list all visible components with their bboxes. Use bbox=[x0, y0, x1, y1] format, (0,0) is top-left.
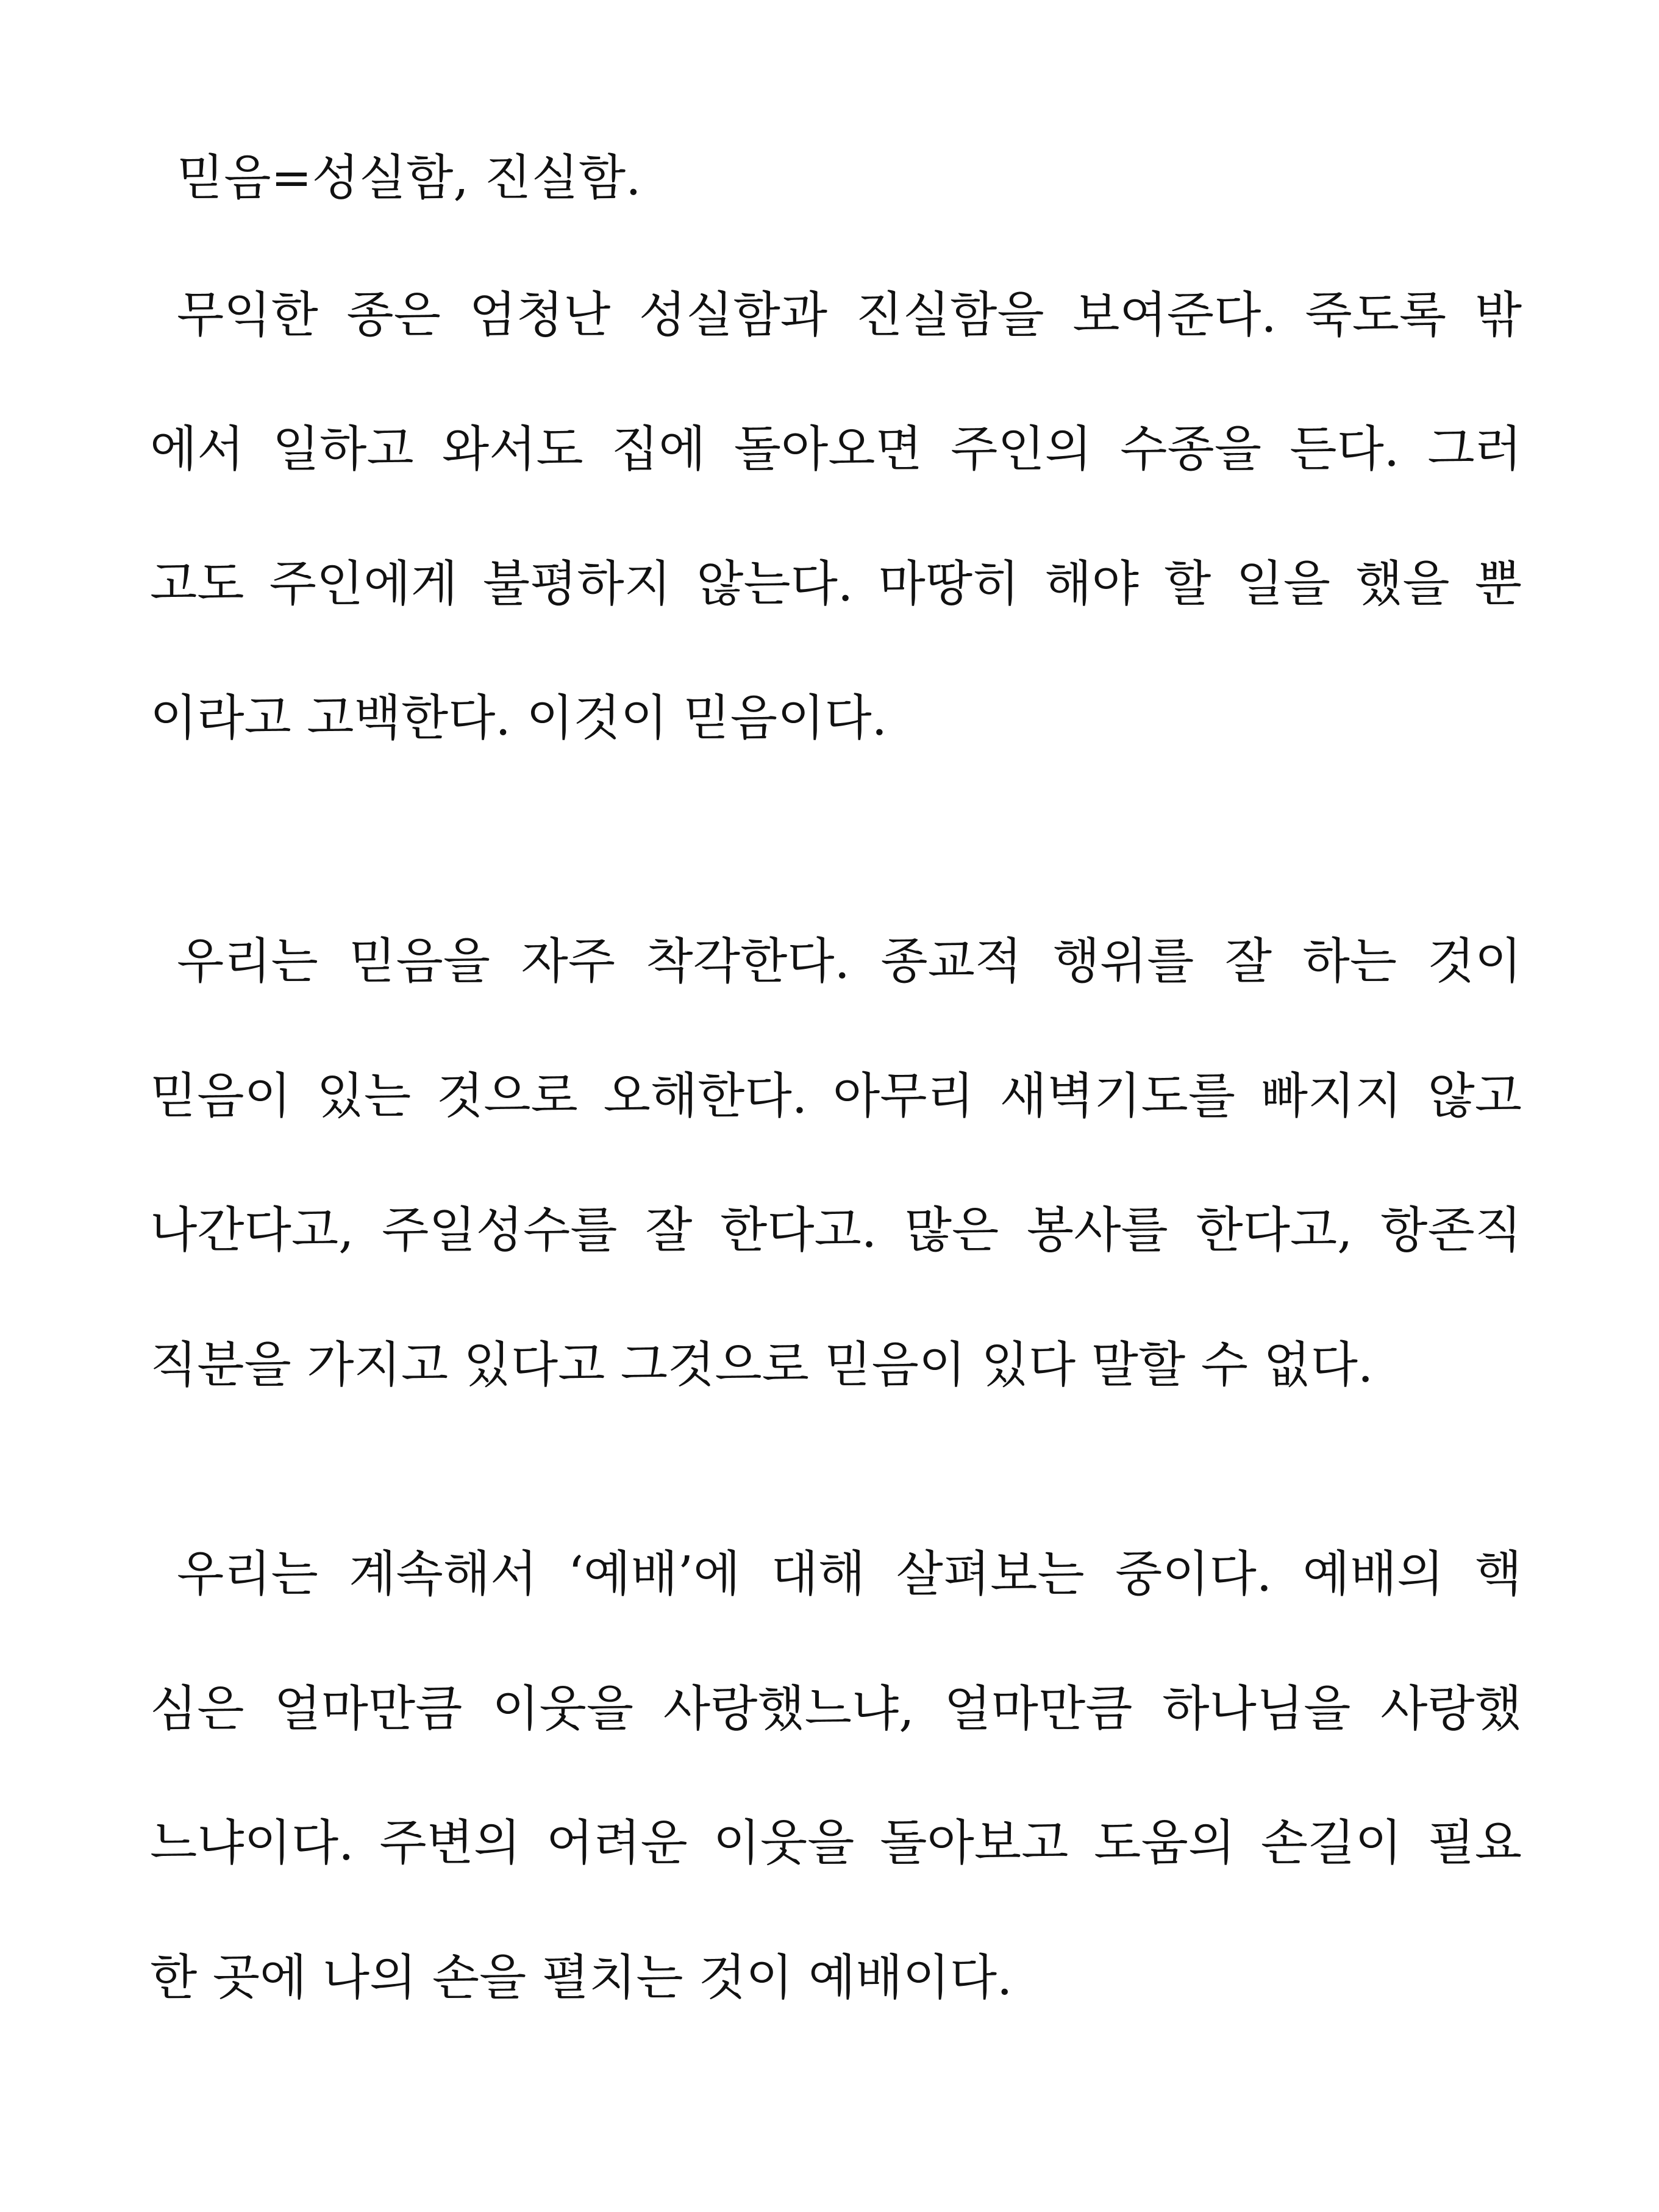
paragraph-line: 나간다고, 주일성수를 잘 한다고. 많은 봉사를 한다고, 항존직 bbox=[150, 1202, 1522, 1258]
paragraph-line: 느냐이다. 주변의 어려운 이웃을 돌아보고 도움의 손길이 필요 bbox=[150, 1814, 1522, 1871]
paragraph-line: 무익한 종은 엄청난 성실함과 진실함을 보여준다. 죽도록 밖 bbox=[177, 287, 1522, 343]
paragraph-line: 한 곳에 나의 손을 펼치는 것이 예배이다. bbox=[150, 1949, 1013, 2006]
paragraph-line: 에서 일하고 와서도 집에 돌아오면 주인의 수종을 든다. 그러 bbox=[150, 421, 1522, 477]
paragraph-line: 이라고 고백한다. 이것이 믿음이다. bbox=[150, 690, 888, 746]
paragraph-line: 우리는 믿음을 자주 착각한다. 종교적 행위를 잘 하는 것이 bbox=[177, 933, 1522, 990]
paragraph-line: 직분을 가지고 있다고 그것으로 믿음이 있다 말할 수 없다. bbox=[150, 1336, 1374, 1393]
paragraph-line: 믿음이 있는 것으로 오해한다. 아무리 새벽기도를 빠지지 않고 bbox=[150, 1068, 1522, 1124]
paragraph-line: 고도 주인에게 불평하지 않는다. 마땅히 해야 할 일을 했을 뿐 bbox=[150, 555, 1522, 612]
heading-line: 믿음=성실함, 진실함. bbox=[177, 149, 641, 206]
paragraph-line: 심은 얼마만큼 이웃을 사랑했느냐, 얼마만큼 하나님을 사랑했 bbox=[150, 1680, 1522, 1737]
paragraph-line: 우리는 계속해서 ‘예배’에 대해 살펴보는 중이다. 예배의 핵 bbox=[177, 1546, 1522, 1602]
